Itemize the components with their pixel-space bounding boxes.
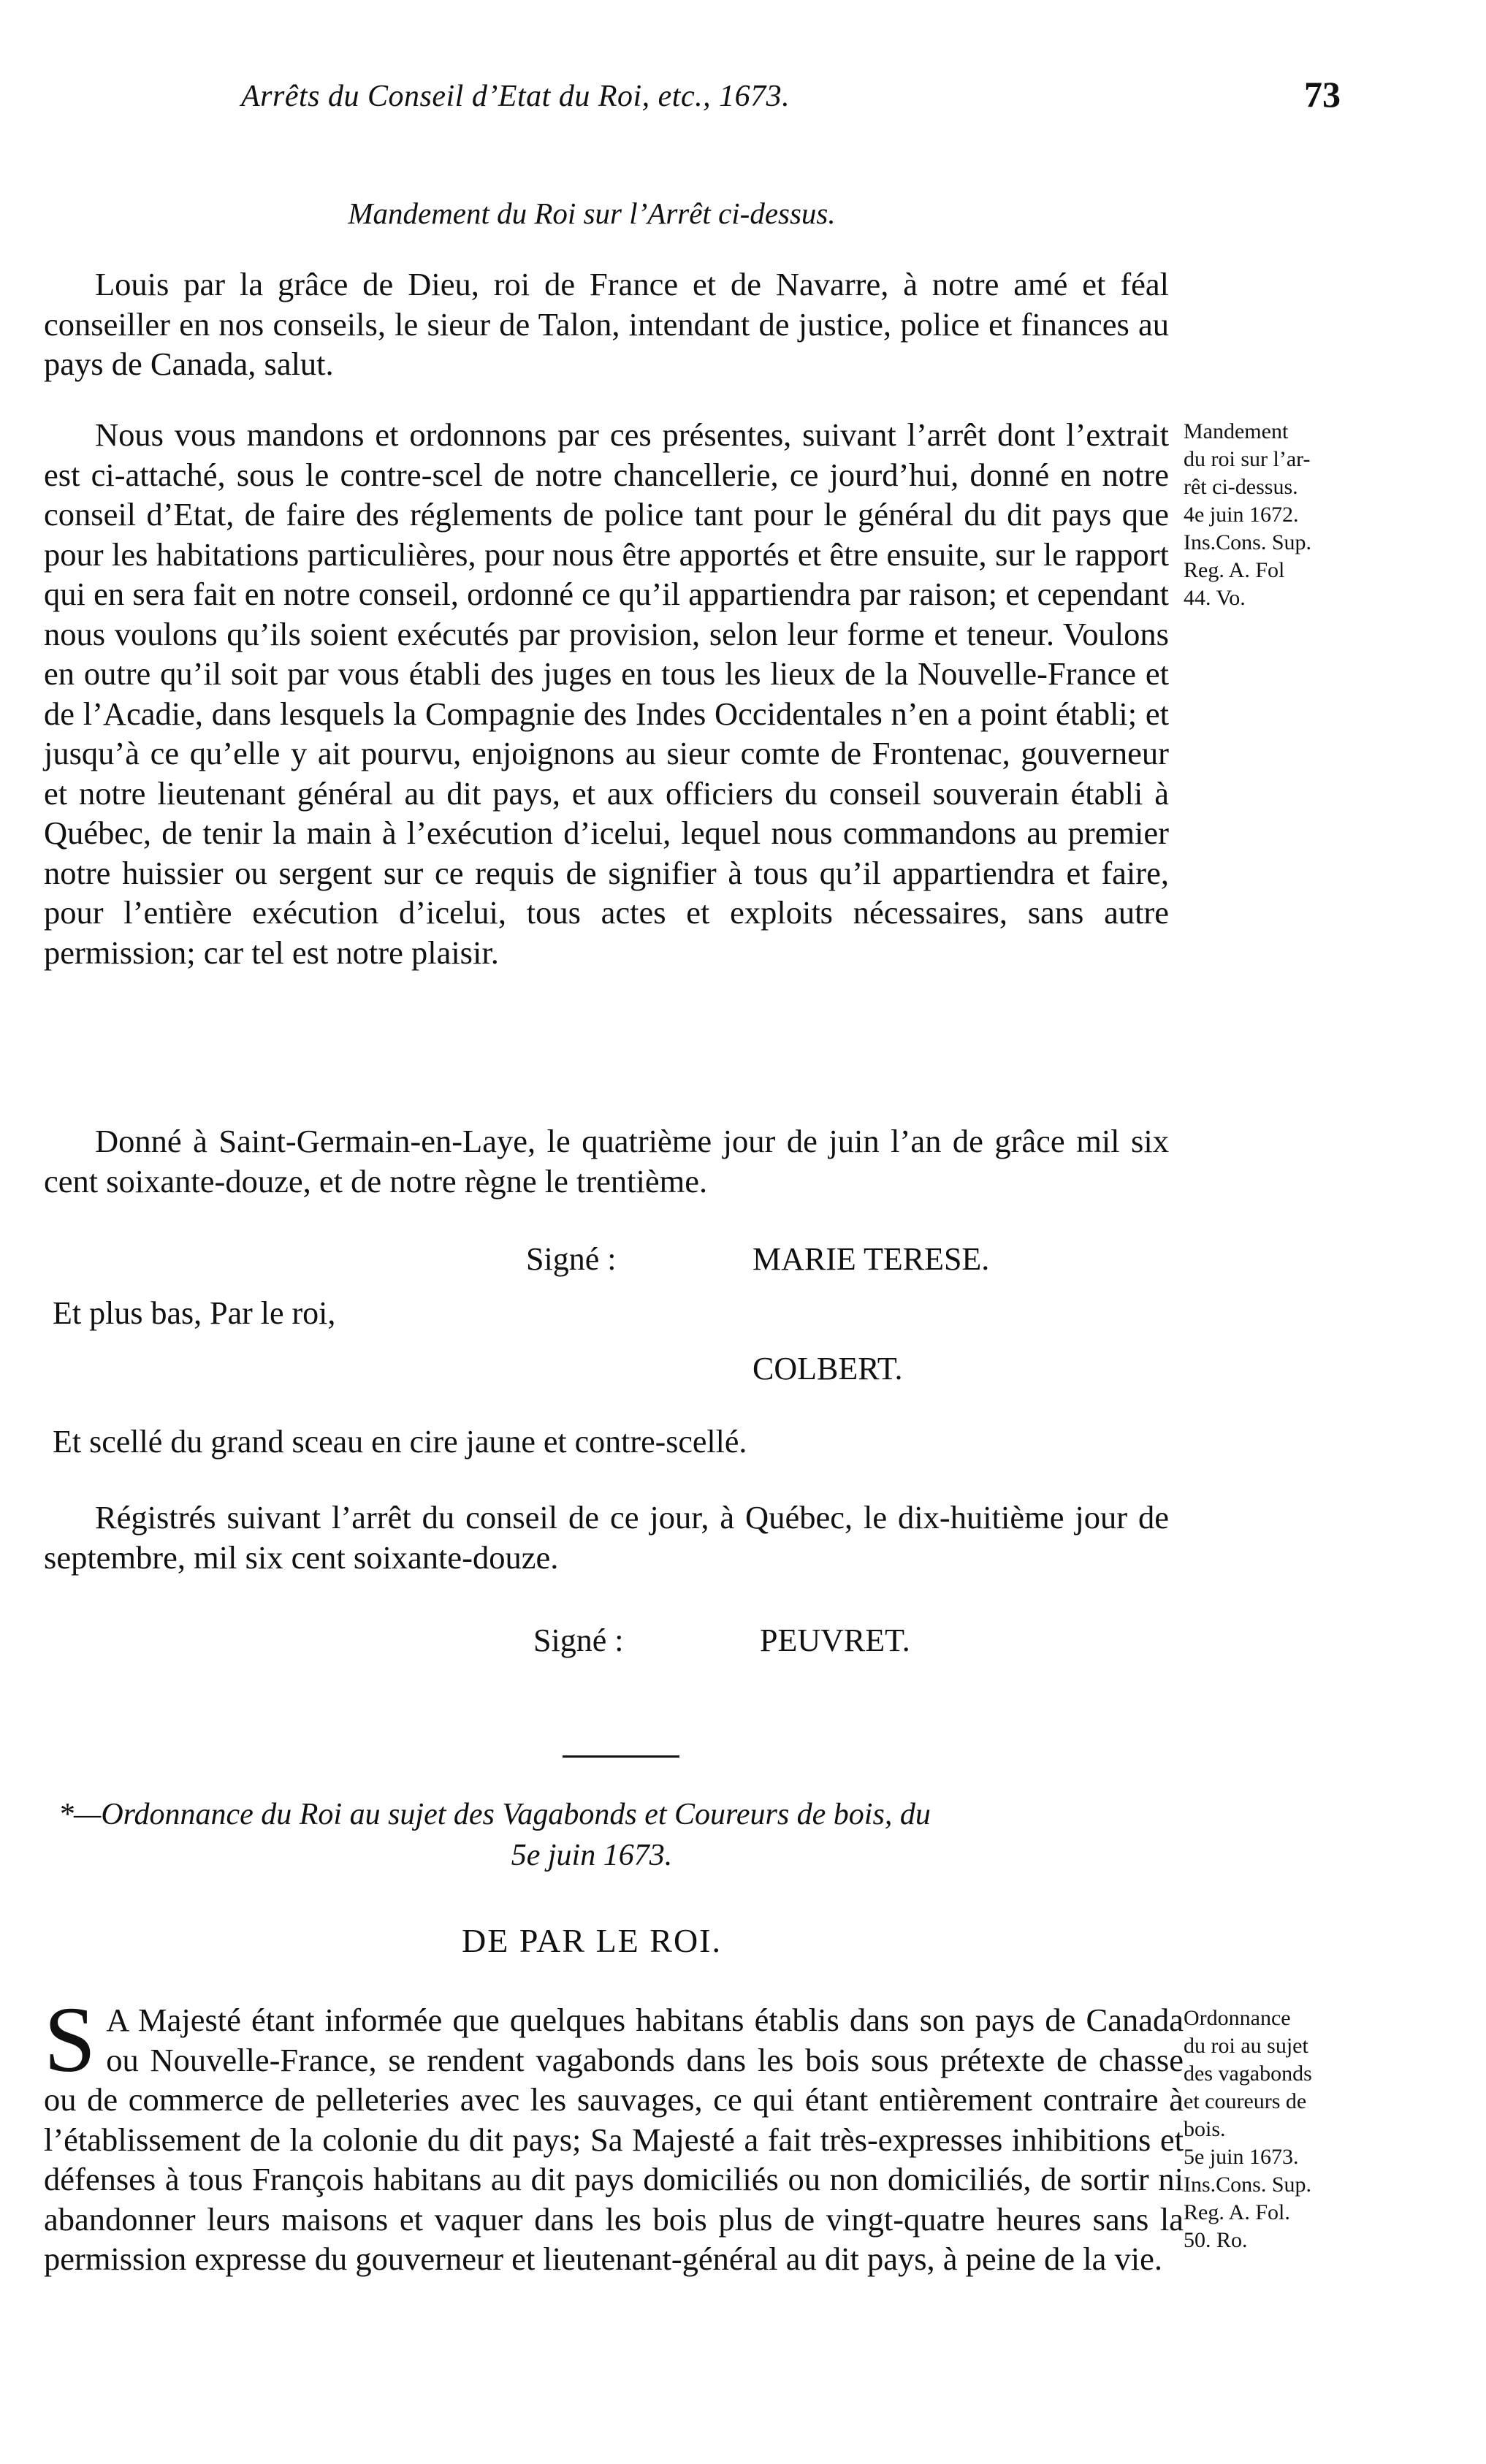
signature-marie-terese: MARIE TERESE.	[752, 1241, 990, 1277]
margin-note-line: du roi sur l’ar-	[1184, 447, 1311, 471]
signe-label: Signé :	[526, 1241, 617, 1277]
margin-note-line: Mandement	[1184, 419, 1289, 443]
section-title-mandement: Mandement du Roi sur l’Arrêt ci-dessus.	[348, 197, 836, 230]
paragraph-registres: Régistrés suivant l’arrêt du conseil de ce jour, à Québec, le dix-huitième jour de septembre, mil six cent soixante-douze.	[44, 1499, 1169, 1576]
margin-note-mandement	[1184, 418, 1403, 612]
section-divider	[563, 1755, 679, 1758]
signature-colbert: COLBERT.	[752, 1351, 903, 1387]
margin-note-line: et coureurs de	[1184, 2089, 1307, 2113]
margin-note-line: Ordonnance	[1184, 2006, 1291, 2030]
paragraph-vagabonds	[44, 1988, 1184, 2279]
margin-note-line: 50. Ro.	[1184, 2228, 1248, 2252]
paragraph-mandons: Nous vous mandons et ordonnons par ces présentes, suivant l’arrêt dont l’extrait est ci-attaché, sous le contre-scel de notre chancellerie, ce jourd’hui, donné en notre conseil d’Etat, de faire des réglements de police tant pour le général du dit pays que pour les habitations particulières, pour nous être apportés et être ensuite, sur le rapport qui en sera fait en notre conseil, ordonné ce qu’il appartiendra par raison; et cependant nous voulons qu’ils soient exécutés par provision, selon leur forme et teneur. Voulons en outre qu’il soit par vous établi des juges en tous les lieux de la Nouvelle-France et de l’Acadie, dans lesquels la Compagnie des Indes Occidentales n’en a point établi; et jusqu’à ce qu’elle y ait pourvu, enjoignons au sieur comte de Frontenac, gouverneur et notre lieutenant général au dit pays, et aux officiers du conseil souverain établi à Québec, de tenir la main à l’exécution d’icelui, lequel nous commandons au premier notre huissier ou sergent sur ce requis de signifier à tous qu’il appartiendra et faire, pour l’entière exécution d’icelui, tous actes et exploits nécessaires, sans autre permission; car tel est notre plaisir.	[44, 416, 1169, 971]
section-title-date: 5e juin 1673.	[511, 1839, 673, 1872]
margin-note-line: Reg. A. Fol	[1184, 558, 1285, 582]
margin-note-line: Ins.Cons. Sup.	[1184, 530, 1312, 554]
paragraph-salut: Louis par la grâce de Dieu, roi de France et de Navarre, à notre amé et féal conseiller en nos conseils, le sieur de Talon, intendant de justice, police et finances au pays de Canada, salut.	[44, 266, 1169, 382]
margin-note-line: du roi au sujet	[1184, 2034, 1308, 2058]
margin-note-line: bois.	[1184, 2117, 1226, 2141]
margin-note-ordonnance	[1184, 2005, 1403, 2254]
margin-note-line: des vagabonds	[1184, 2061, 1312, 2086]
drop-cap-letter: S	[44, 1988, 96, 2091]
page-number: 73	[1304, 74, 1341, 115]
paragraph-vagabonds-text: A Majesté étant informée que quelques habitans établis dans son pays de Canada ou Nouvelle-France, se rendent vagabonds dans les bois sous prétexte de chasse ou de commerce de pelleteries avec les sauvages, ce qui étant entièrement contraire à l’établissement de la colonie du dit pays; Sa Majesté a fait très-expresses inhibitions et défenses à tous François habitans au dit pays domiciliés ou non domiciliés, de sortir ni abandonner leurs maisons et vaquer dans les bois plus de vingt-quatre heures sans la permission expresse du gouverneur et lieutenant-général au dit pays, à peine de la vie.	[44, 2002, 1184, 2277]
heading-de-par-le-roi: DE PAR LE ROI.	[462, 1922, 722, 1959]
margin-note-line: 5e juin 1673.	[1184, 2145, 1299, 2169]
section-title-ordonnance: *—Ordonnance du Roi au sujet des Vagabonds et Coureurs de bois, du	[58, 1798, 931, 1831]
scelle-line: Et scellé du grand sceau en cire jaune et contre-scellé.	[53, 1424, 747, 1460]
paragraph-donne: Donné à Saint-Germain-en-Laye, le quatrième jour de juin l’an de grâce mil six cent soixante-douze, et de notre règne le trentième.	[44, 1123, 1169, 1199]
margin-note-line: 44. Vo.	[1184, 586, 1246, 610]
signature-peuvret: PEUVRET.	[760, 1622, 910, 1658]
signe-label-2: Signé :	[533, 1622, 624, 1658]
margin-note-line: rêt ci-dessus.	[1184, 475, 1298, 499]
margin-note-line: 4e juin 1672.	[1184, 503, 1299, 527]
running-title: Arrêts du Conseil d’Etat du Roi, etc., 1673.	[241, 80, 790, 113]
margin-note-line: Reg. A. Fol.	[1184, 2200, 1290, 2224]
margin-note-line: Ins.Cons. Sup.	[1184, 2173, 1312, 2197]
plus-bas-line: Et plus bas, Par le roi,	[53, 1295, 336, 1331]
